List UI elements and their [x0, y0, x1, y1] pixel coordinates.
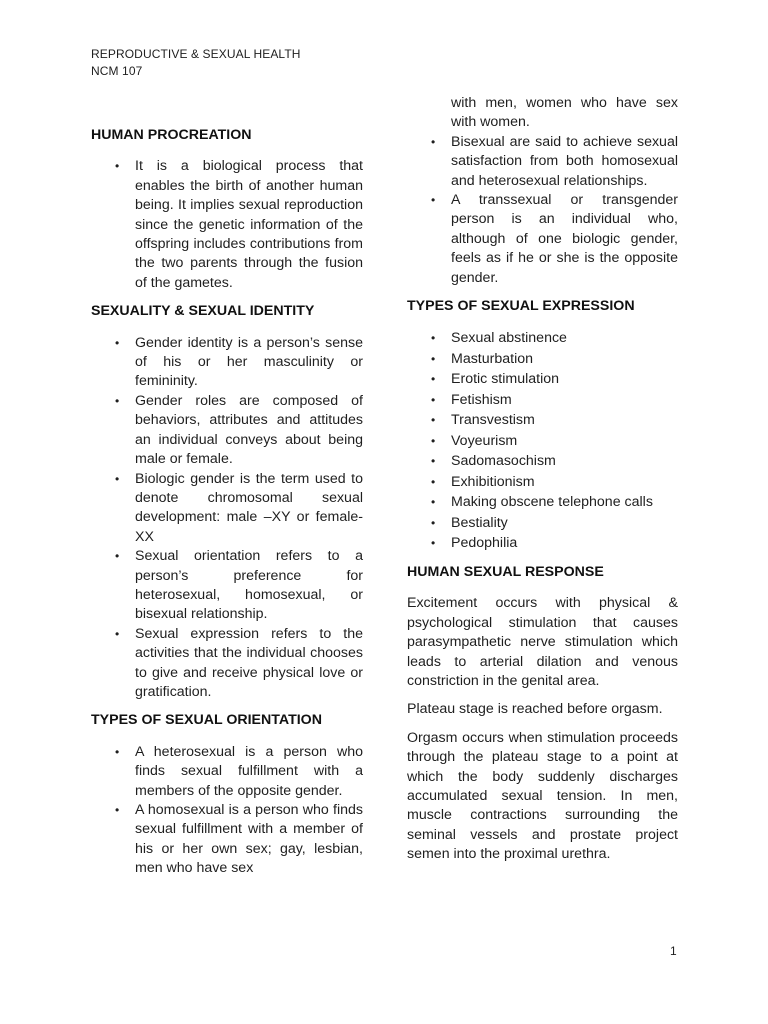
bullet-icon: •	[431, 433, 436, 448]
list-item-text: Bestiality	[451, 514, 508, 531]
list-item-continuation	[407, 94, 678, 133]
list-item	[91, 334, 363, 392]
bullet-icon: •	[115, 393, 120, 408]
list-item	[407, 513, 678, 534]
bullet-icon: •	[431, 413, 436, 428]
bullet-icon: •	[115, 803, 120, 817]
list-item-text: Sexual orientation refers to a person’s preference for heterosexual, homosexual, or bisexual relationship.	[135, 548, 363, 623]
list-item-text: A homosexual is a person who finds sexual fulfillment with a member of his or her own sex; gay, lesbian, men who have sex	[135, 802, 363, 877]
list-item-text: It is a biological process that enables the birth of another human being. It implies sexual reproduction since the genetic information of the offspring includes contributions from the two parents through the fusion of the gametes.	[135, 158, 363, 291]
list-item-text: Biologic gender is the term used to denote chromosomal sexual development: male –XY or female- XX	[135, 470, 363, 545]
list-item	[407, 191, 678, 288]
list-item	[407, 328, 678, 349]
list-item-text: Fetishism	[451, 391, 512, 408]
list-item-text: Making obscene telephone calls	[451, 494, 653, 511]
list-item-text: Transvestism	[451, 412, 535, 429]
paragraph-plateau: Plateau stage is reached before orgasm.	[407, 701, 663, 718]
list-item-text: A heterosexual is a person who finds sexual fulfillment with a members of the opposite gender.	[135, 743, 363, 799]
right-column	[407, 94, 678, 865]
bullet-icon: •	[115, 549, 120, 564]
heading-human-sexual-response: HUMAN SEXUAL RESPONSE	[407, 563, 604, 580]
list-item-text: Sadomasochism	[451, 453, 556, 470]
list-item	[407, 451, 678, 472]
list-item	[407, 492, 678, 513]
list-item	[91, 470, 363, 548]
bullet-icon: •	[115, 159, 120, 174]
list-item	[91, 625, 363, 703]
list-item	[407, 431, 678, 452]
heading-human-procreation: HUMAN PROCREATION	[91, 127, 252, 143]
list-item	[91, 392, 363, 470]
list-item	[91, 157, 363, 293]
list-item	[407, 349, 678, 370]
list-item-text: Masturbation	[451, 350, 534, 367]
heading-types-of-sexual-orientation: TYPES OF SEXUAL ORIENTATION	[91, 712, 322, 729]
bullet-icon: •	[431, 372, 436, 387]
list-item	[91, 743, 363, 801]
list-item-text: Gender roles are composed of behaviors, attributes and attitudes an individual conveys about being male or female.	[135, 392, 363, 468]
bullet-icon: •	[431, 331, 436, 346]
bullet-icon: •	[115, 626, 120, 641]
bullet-icon: •	[431, 134, 436, 149]
bullet-icon: •	[431, 392, 436, 407]
list-item-text: Gender identity is a person’s sense of his or her masculinity or femininity.	[135, 334, 363, 390]
list-item-text: Erotic stimulation	[451, 371, 560, 388]
heading-sexuality-sexual-identity: SEXUALITY & SEXUAL IDENTITY	[91, 303, 315, 320]
list-item	[407, 533, 678, 554]
orientation-list	[91, 743, 363, 879]
bullet-icon: •	[115, 471, 120, 486]
page-header	[91, 46, 301, 80]
list-item	[407, 390, 678, 411]
bullet-icon: •	[431, 515, 436, 530]
list-item-text: Sexual expression refers to the activities that the individual chooses to give and receive physical love or gratification.	[135, 625, 363, 700]
bullet-icon: •	[431, 536, 436, 551]
list-item-text: Pedophilia	[451, 535, 518, 552]
orientation-continued-list	[407, 94, 678, 288]
bullet-icon: •	[431, 193, 436, 208]
bullet-icon: •	[115, 335, 120, 350]
course-code: NCM 107	[91, 64, 143, 78]
list-item	[407, 133, 678, 191]
document-title: REPRODUCTIVE & SEXUAL HEALTH	[91, 47, 301, 61]
list-item	[407, 410, 678, 431]
paragraph-orgasm: Orgasm occurs when stimulation proceeds through the plateau stage to a point at which the body suddenly discharges accumulated sexual tension. In men, muscle contractions surrounding the seminal vessels and prostate project semen into the proximal urethra.	[407, 729, 678, 863]
list-item-text: Sexual abstinence	[451, 330, 567, 347]
list-item-text: Bisexual are said to achieve sexual satisfaction from both homosexual and heterosexual relationships.	[451, 133, 678, 189]
list-item-text: Voyeurism	[451, 432, 518, 449]
list-item	[91, 547, 363, 625]
procreation-list	[91, 157, 363, 293]
identity-list	[91, 334, 363, 703]
bullet-icon: •	[431, 495, 436, 510]
list-item	[407, 472, 678, 493]
bullet-icon: •	[431, 474, 436, 489]
page-number: 1	[670, 944, 677, 958]
list-item-text: with men, women who have sex with women.	[451, 95, 678, 131]
bullet-icon: •	[431, 351, 436, 366]
list-item-text: Exhibitionism	[451, 473, 535, 490]
bullet-icon: •	[431, 454, 436, 469]
paragraph-excitement: Excitement occurs with physical & psychological stimulation that causes parasympathetic nerve stimulation which leads to arterial dilation and venous constriction in the genital area.	[407, 595, 678, 689]
list-item-text: A transsexual or transgender person is an individual who, although of one biologic gender, feels as if he or she is the opposite gender.	[451, 192, 678, 286]
left-column	[91, 94, 363, 879]
heading-types-of-sexual-expression: TYPES OF SEXUAL EXPRESSION	[407, 298, 635, 315]
list-item	[407, 369, 678, 390]
list-item	[91, 801, 363, 879]
bullet-icon: •	[115, 744, 120, 759]
expression-list	[407, 328, 678, 554]
